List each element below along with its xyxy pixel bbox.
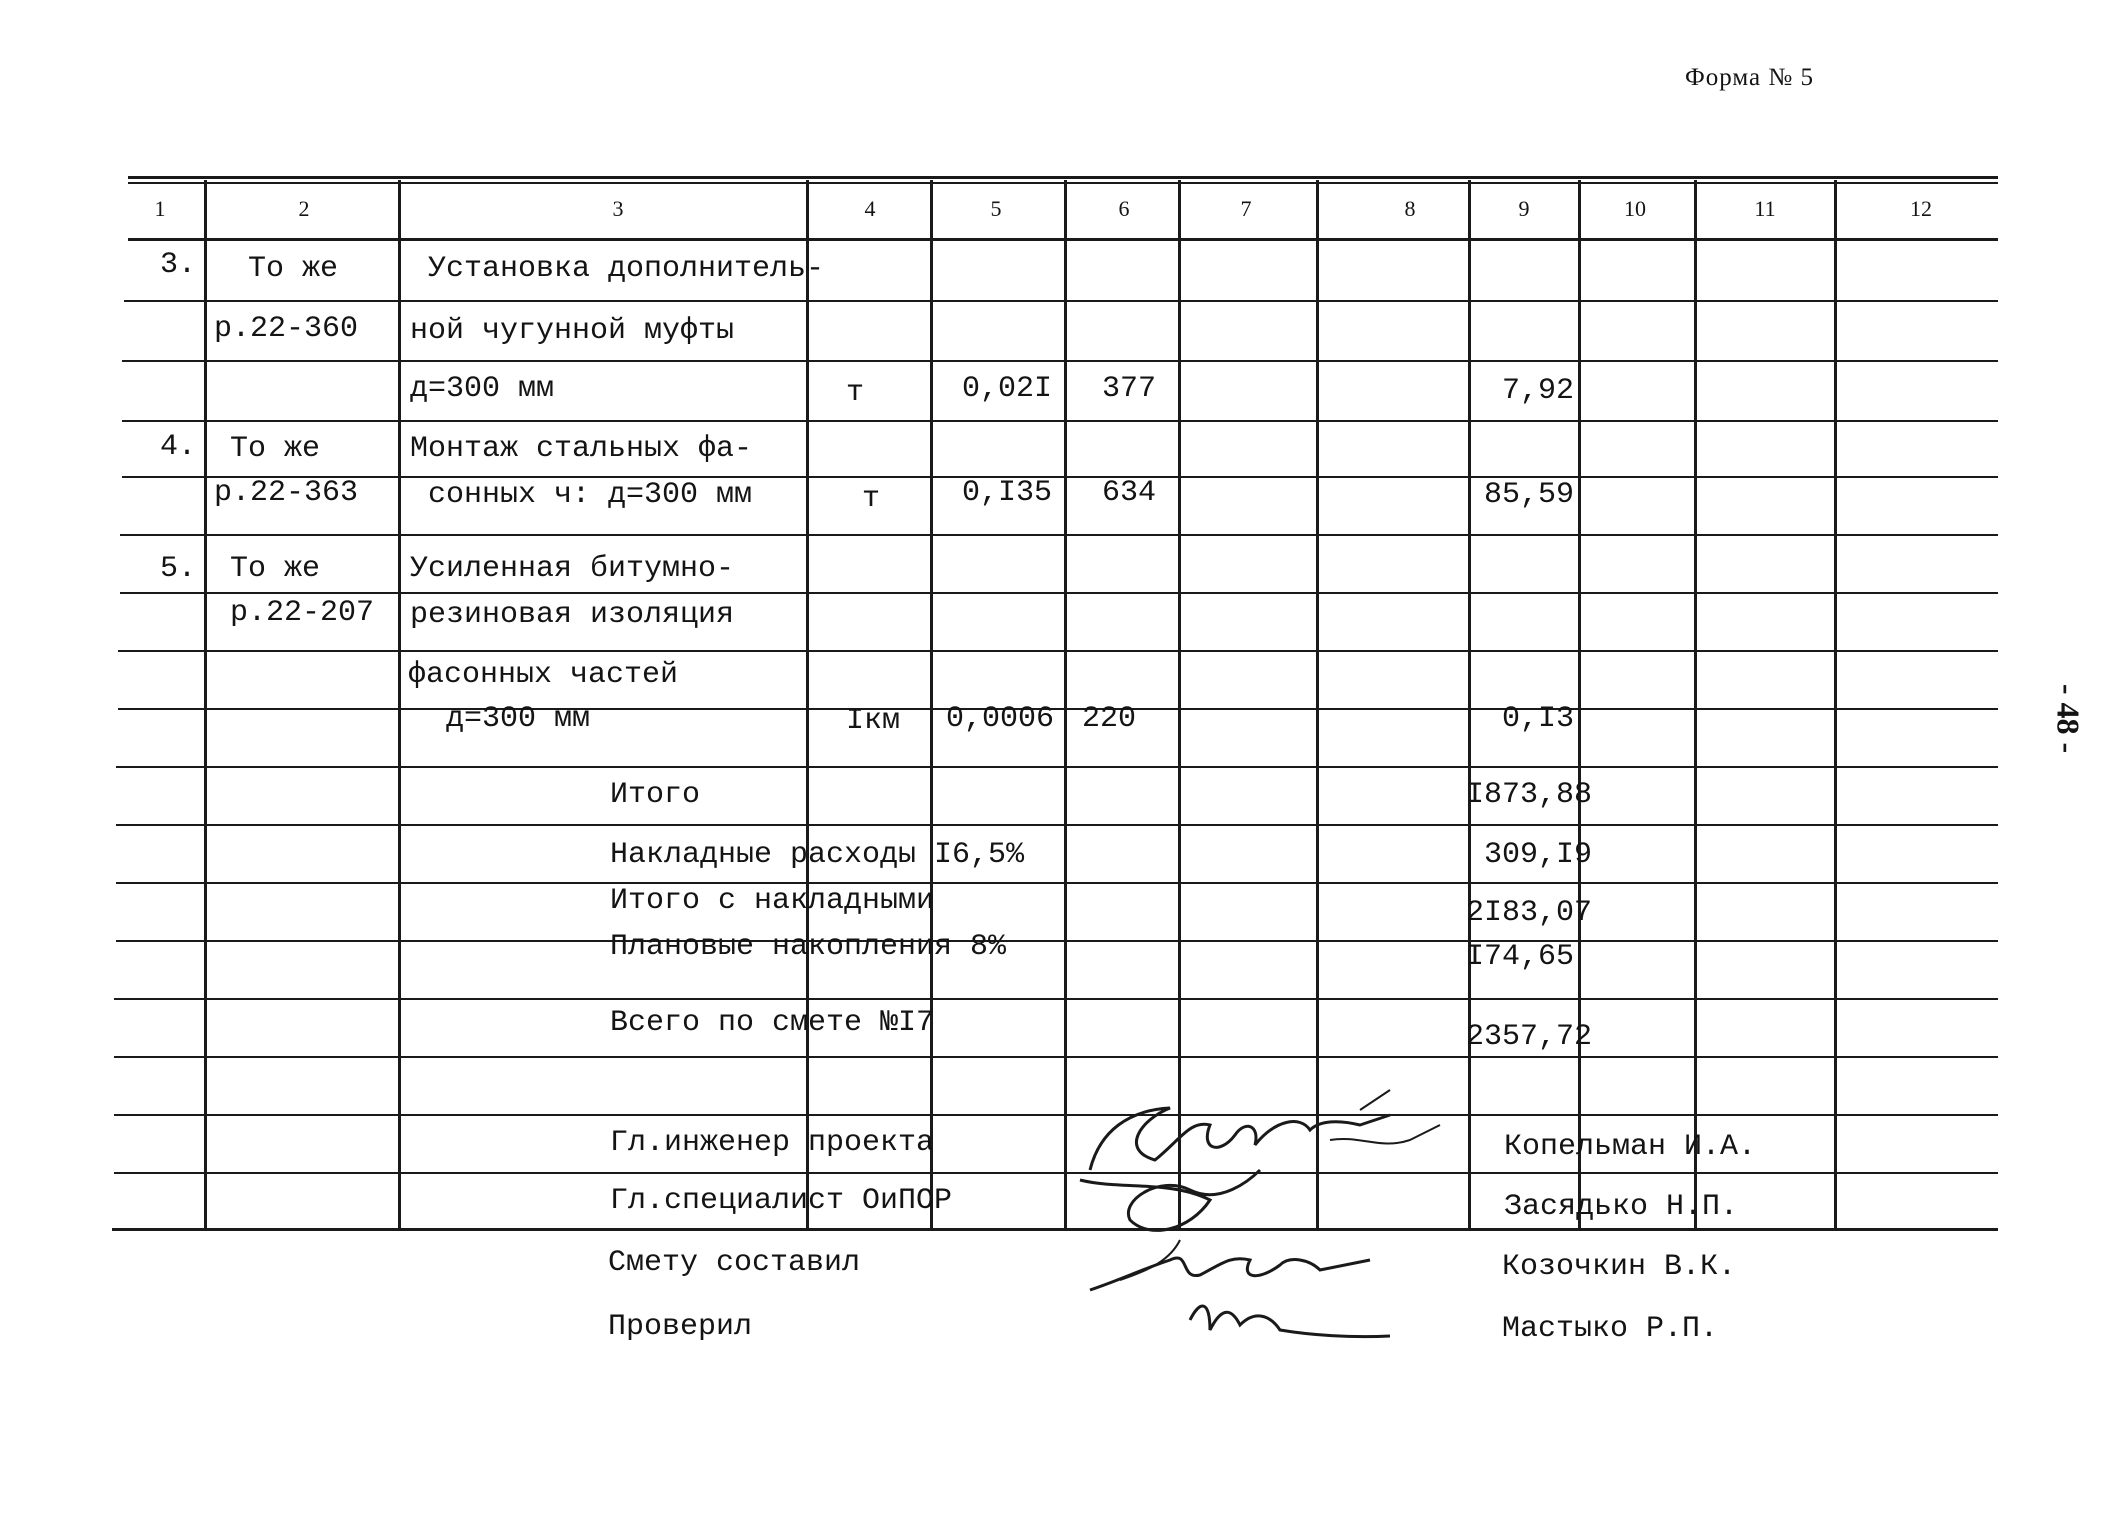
summary-label: Плановые накопления 8% (610, 930, 1007, 964)
item-number: 5. (159, 552, 196, 586)
summary-label: Итого с накладными (610, 884, 935, 918)
item-reference: То же (230, 432, 321, 466)
col-rule (1834, 180, 1837, 1230)
row-rule (114, 1172, 1998, 1174)
item-description: Усиленная битумно- (410, 552, 735, 586)
item-description: д=300 мм (410, 372, 555, 406)
signature-role: Смету составил (608, 1246, 861, 1280)
item-description: Установка дополнитель- (428, 252, 825, 286)
summary-label: Накладные расходы I6,5% (610, 838, 1025, 872)
col-rule (930, 180, 933, 1230)
header-bottom-rule (128, 238, 1998, 241)
summary-value: 2357,72 (1466, 1020, 1593, 1054)
col-rule (806, 180, 809, 1230)
signature-name: Засядько Н.П. (1504, 1190, 1739, 1224)
column-number: 4 (864, 196, 876, 221)
item-unit: т (862, 482, 881, 516)
form-label: Форма № 5 (1685, 64, 1814, 91)
item-quantity: 0,02I (961, 372, 1052, 406)
col-rule (204, 180, 207, 1230)
item-total: 7,92 (1501, 374, 1574, 408)
column-number: 10 (1624, 196, 1646, 221)
signature-role: Гл.специалист ОиПОР (610, 1184, 953, 1218)
row-rule (120, 592, 1998, 594)
item-price: 377 (1102, 372, 1157, 406)
table-top-rule-inner (128, 182, 1998, 184)
column-number: 6 (1118, 196, 1130, 221)
row-rule (122, 420, 1998, 422)
column-number: 5 (990, 196, 1002, 221)
column-number: 8 (1404, 196, 1416, 221)
column-number: 2 (298, 196, 310, 221)
item-number: 3. (159, 248, 196, 282)
column-number: 11 (1754, 196, 1776, 221)
page-number: - 48 - (2050, 683, 2087, 754)
item-description: д=300 мм (446, 702, 591, 736)
signature-name: Копельман И.А. (1504, 1130, 1757, 1164)
signature-role: Гл.инженер проекта (610, 1126, 935, 1160)
column-number: 3 (612, 196, 624, 221)
item-description: фасонных частей (408, 658, 679, 692)
item-quantity: 0,0006 (945, 702, 1054, 736)
signature-name: Козочкин В.К. (1502, 1250, 1737, 1284)
column-number: 9 (1518, 196, 1530, 221)
item-price: 220 (1082, 702, 1137, 736)
item-unit: т (846, 376, 865, 410)
row-rule (124, 300, 1998, 302)
item-description: ной чугунной муфты (410, 314, 735, 348)
table-top-rule (128, 176, 1998, 179)
item-price: 634 (1102, 476, 1157, 510)
row-rule (114, 1114, 1998, 1116)
col-rule (1316, 180, 1319, 1230)
item-quantity: 0,I35 (961, 476, 1052, 510)
signature-role: Проверил (608, 1310, 753, 1344)
item-reference: То же (230, 552, 321, 586)
summary-value: I873,88 (1466, 778, 1593, 812)
item-reference: р.22-363 (214, 476, 359, 510)
row-rule (122, 360, 1998, 362)
summary-value: 2I83,07 (1466, 896, 1593, 930)
summary-label: Всего по смете №I7 (610, 1006, 935, 1040)
col-rule (398, 180, 401, 1230)
item-unit: Iкм (846, 704, 901, 738)
col-rule (1578, 180, 1581, 1230)
row-rule (120, 534, 1998, 536)
summary-value: 309,I9 (1484, 838, 1593, 872)
item-description: резиновая изоляция (410, 598, 735, 632)
row-rule (114, 998, 1998, 1000)
column-number: 12 (1910, 196, 1932, 221)
col-rule (1178, 180, 1181, 1230)
item-description: сонных ч: д=300 мм (428, 478, 753, 512)
summary-label: Итого (610, 778, 701, 812)
item-total: 0,I3 (1501, 702, 1574, 736)
row-rule (122, 476, 1998, 478)
column-number: 1 (154, 196, 166, 221)
signature-scribble-icon (1080, 1220, 1410, 1370)
summary-value: I74,65 (1466, 940, 1575, 974)
item-reference: р.22-360 (214, 312, 359, 346)
signature-name: Мастыко Р.П. (1502, 1312, 1719, 1346)
item-description: Монтаж стальных фа- (410, 432, 753, 466)
row-rule (114, 1056, 1998, 1058)
col-rule (1694, 180, 1697, 1230)
item-reference: То же (248, 252, 339, 286)
row-rule (112, 1228, 1998, 1231)
item-reference: р.22-207 (230, 596, 375, 630)
item-total: 85,59 (1483, 478, 1574, 512)
column-number: 7 (1240, 196, 1252, 221)
col-rule (1064, 180, 1067, 1230)
item-number: 4. (159, 430, 196, 464)
col-rule (1468, 180, 1471, 1230)
